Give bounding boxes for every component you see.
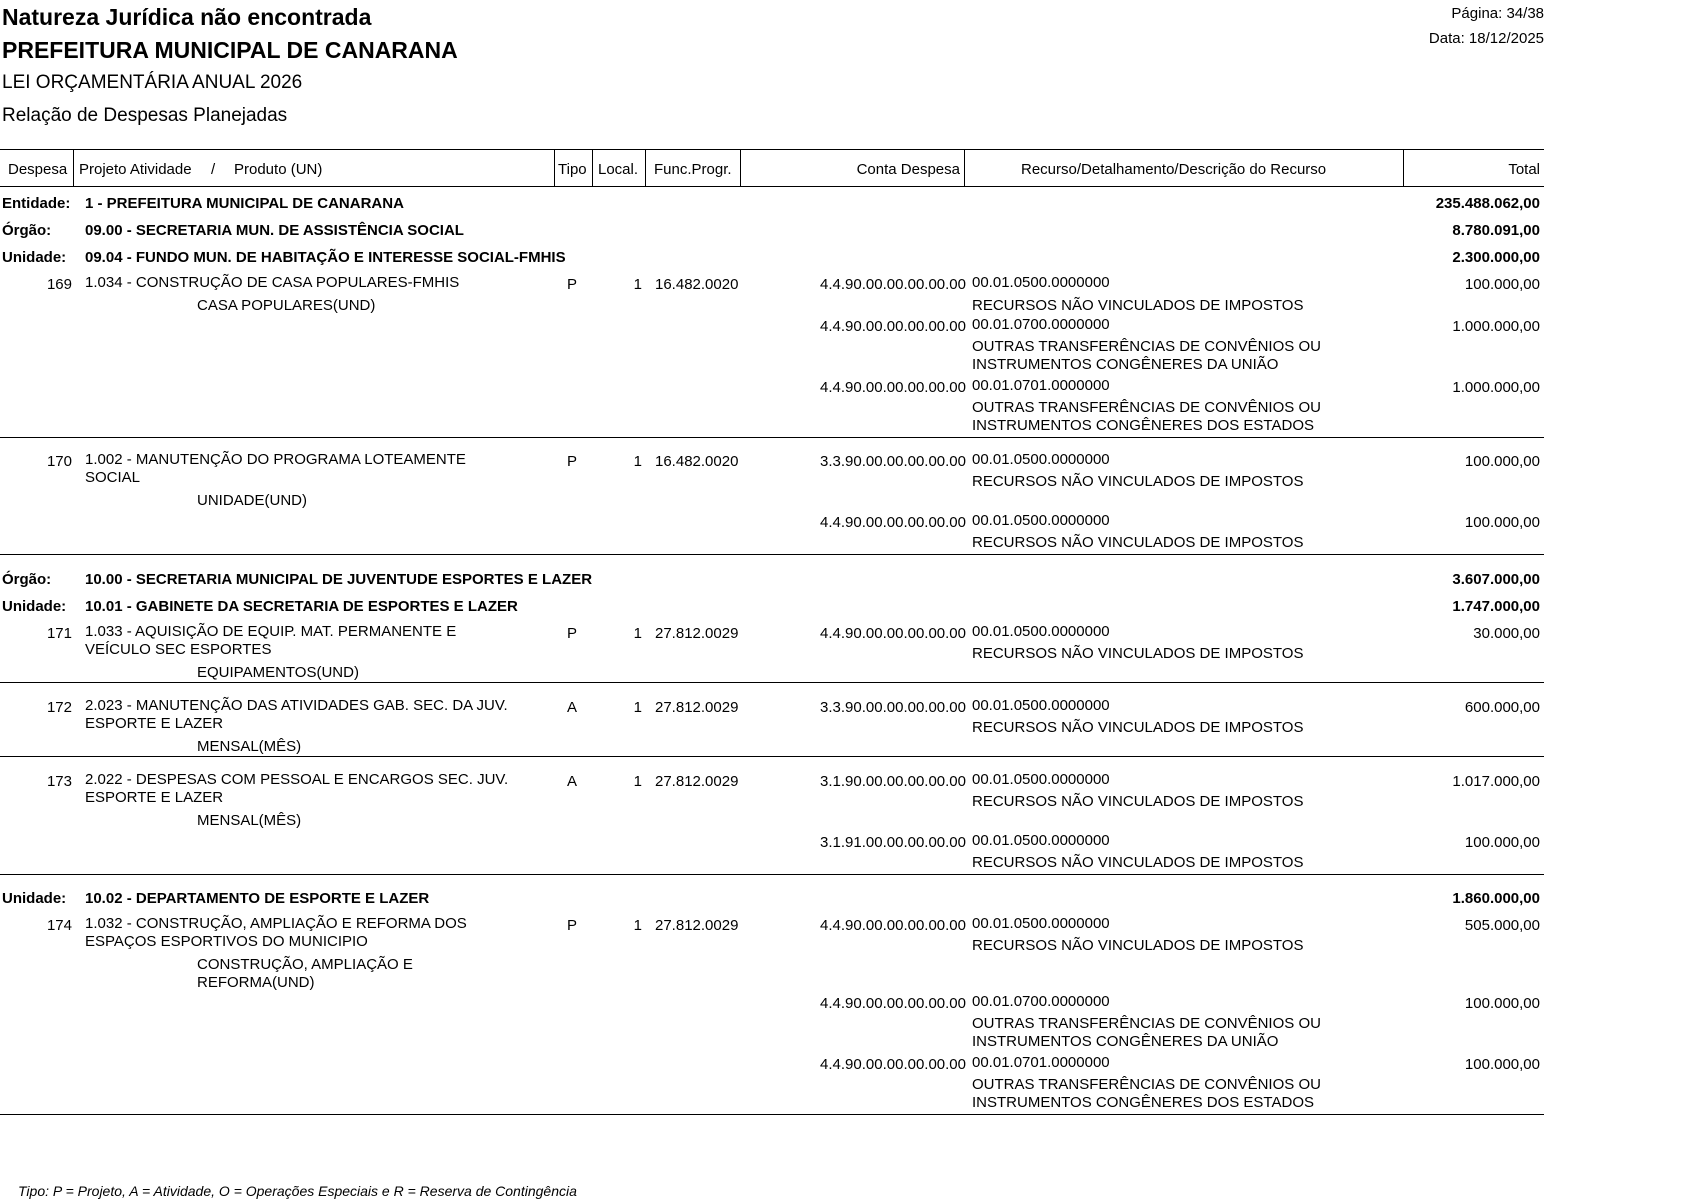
report-title: Relação de Despesas Planejadas [2,105,288,126]
item-total: 600.000,00 [1464,699,1540,716]
despesa-number: 171 [46,625,72,642]
orgao-name: 09.00 - SECRETARIA MUN. DE ASSISTÊNCIA SOCIAL [85,222,464,239]
despesa-number: 172 [46,699,72,716]
local: 1 [633,625,642,642]
page-number: Página: 34/38 [1451,5,1544,22]
row-separator [0,682,1544,683]
conta-despesa: 4.4.90.00.00.00.00.00 [820,379,966,396]
recurso-description: RECURSOS NÃO VINCULADOS DE IMPOSTOS [972,719,1304,736]
recurso-description: INSTRUMENTOS CONGÊNERES DA UNIÃO [972,356,1279,373]
row-separator [0,1114,1544,1115]
despesa-number: 170 [46,453,72,470]
recurso-code: 00.01.0500.0000000 [972,771,1110,788]
projeto-atividade: 1.033 - AQUISIÇÃO DE EQUIP. MAT. PERMANENTE E [85,623,457,640]
projeto-atividade: SOCIAL [85,469,141,486]
conta-despesa: 4.4.90.00.00.00.00.00 [820,318,966,335]
entidade-name: 1 - PREFEITURA MUNICIPAL DE CANARANA [85,195,404,212]
recurso-description: OUTRAS TRANSFERÊNCIAS DE CONVÊNIOS OU [972,399,1321,416]
local: 1 [633,773,642,790]
unidade-total: 2.300.000,00 [1452,249,1540,266]
unidade-total: 1.860.000,00 [1452,890,1540,907]
recurso-code: 00.01.0500.0000000 [972,697,1110,714]
local: 1 [633,453,642,470]
func-progr: 27.812.0029 [655,773,739,790]
conta-despesa: 3.3.90.00.00.00.00.00 [820,453,966,470]
column-divider [592,150,593,187]
projeto-atividade: 1.002 - MANUTENÇÃO DO PROGRAMA LOTEAMENTE [85,451,466,468]
row-separator [0,756,1544,757]
recurso-code: 00.01.0701.0000000 [972,377,1110,394]
recurso-code: 00.01.0500.0000000 [972,832,1110,849]
tipo: P [567,453,578,470]
orgao-total: 8.780.091,00 [1452,222,1540,239]
header-bottom-rule [0,186,1544,187]
despesa-number: 174 [46,917,72,934]
conta-despesa: 4.4.90.00.00.00.00.00 [820,625,966,642]
column-divider [964,150,965,187]
column-header-func: Func.Progr. [654,161,732,178]
orgao-label: Órgão: [2,222,52,239]
column-header-total: Total [1508,161,1540,178]
column-header-recurso: Recurso/Detalhamento/Descrição do Recurso [1021,161,1327,178]
unidade-label: Unidade: [2,249,67,266]
column-header-separator: / [211,161,216,178]
func-progr: 27.812.0029 [655,699,739,716]
item-total: 30.000,00 [1473,625,1540,642]
report-heading: Natureza Jurídica não encontrada [2,4,372,30]
tipo: A [567,773,578,790]
item-total: 100.000,00 [1464,276,1540,293]
produto: MENSAL(MÊS) [197,812,302,829]
header-top-rule [0,149,1544,150]
orgao-label: Órgão: [2,571,52,588]
column-header-produto: Produto (UN) [234,161,323,178]
produto: UNIDADE(UND) [197,492,307,509]
recurso-description: INSTRUMENTOS CONGÊNERES DOS ESTADOS [972,1094,1314,1111]
produto: MENSAL(MÊS) [197,738,302,755]
local: 1 [633,276,642,293]
column-header-tipo: Tipo [558,161,587,178]
column-divider [73,150,74,187]
recurso-description: OUTRAS TRANSFERÊNCIAS DE CONVÊNIOS OU [972,1076,1321,1093]
projeto-atividade: ESPORTE E LAZER [85,789,224,806]
conta-despesa: 4.4.90.00.00.00.00.00 [820,276,966,293]
projeto-atividade: 1.032 - CONSTRUÇÃO, AMPLIAÇÃO E REFORMA DOS [85,915,467,932]
tipo: P [567,625,578,642]
column-divider [554,150,555,187]
column-header-despesa: Despesa [8,161,68,178]
recurso-description: RECURSOS NÃO VINCULADOS DE IMPOSTOS [972,534,1304,551]
conta-despesa: 4.4.90.00.00.00.00.00 [820,995,966,1012]
recurso-description: RECURSOS NÃO VINCULADOS DE IMPOSTOS [972,937,1304,954]
row-separator [0,874,1544,875]
item-total: 1.000.000,00 [1452,318,1540,335]
func-progr: 16.482.0020 [655,453,739,470]
row-separator [0,554,1544,555]
tipo: P [567,917,578,934]
item-total: 1.017.000,00 [1452,773,1540,790]
conta-despesa: 4.4.90.00.00.00.00.00 [820,514,966,531]
recurso-description: INSTRUMENTOS CONGÊNERES DOS ESTADOS [972,417,1314,434]
item-total: 100.000,00 [1464,453,1540,470]
conta-despesa: 3.1.90.00.00.00.00.00 [820,773,966,790]
tipo: P [567,276,578,293]
item-total: 100.000,00 [1464,995,1540,1012]
column-divider [645,150,646,187]
conta-despesa: 3.3.90.00.00.00.00.00 [820,699,966,716]
despesa-number: 169 [46,276,72,293]
recurso-code: 00.01.0500.0000000 [972,451,1110,468]
unidade-label: Unidade: [2,598,67,615]
local: 1 [633,917,642,934]
unidade-name: 10.02 - DEPARTAMENTO DE ESPORTE E LAZER [85,890,430,907]
recurso-description: RECURSOS NÃO VINCULADOS DE IMPOSTOS [972,297,1304,314]
recurso-description: RECURSOS NÃO VINCULADOS DE IMPOSTOS [972,645,1304,662]
unidade-total: 1.747.000,00 [1452,598,1540,615]
func-progr: 27.812.0029 [655,625,739,642]
recurso-code: 00.01.0500.0000000 [972,274,1110,291]
report-date: Data: 18/12/2025 [1428,30,1544,47]
item-total: 100.000,00 [1464,1056,1540,1073]
conta-despesa: 4.4.90.00.00.00.00.00 [820,917,966,934]
recurso-code: 00.01.0500.0000000 [972,623,1110,640]
recurso-code: 00.01.0700.0000000 [972,993,1110,1010]
produto: CONSTRUÇÃO, AMPLIAÇÃO E [197,956,413,973]
entidade-total: 235.488.062,00 [1435,195,1540,212]
column-divider [740,150,741,187]
row-separator [0,437,1544,438]
recurso-code: 00.01.0701.0000000 [972,1054,1110,1071]
produto: CASA POPULARES(UND) [197,297,376,314]
column-header-local: Local. [598,161,639,178]
entidade-label: Entidade: [2,195,71,212]
item-total: 505.000,00 [1464,917,1540,934]
projeto-atividade: VEÍCULO SEC ESPORTES [85,641,272,658]
unidade-name: 10.01 - GABINETE DA SECRETARIA DE ESPORTES E LAZER [85,598,518,615]
orgao-name: 10.00 - SECRETARIA MUNICIPAL DE JUVENTUDE ESPORTES E LAZER [85,571,593,588]
recurso-description: RECURSOS NÃO VINCULADOS DE IMPOSTOS [972,854,1304,871]
item-total: 100.000,00 [1464,834,1540,851]
column-header-conta: Conta Despesa [856,161,960,178]
func-progr: 27.812.0029 [655,917,739,934]
recurso-description: RECURSOS NÃO VINCULADOS DE IMPOSTOS [972,793,1304,810]
recurso-description: OUTRAS TRANSFERÊNCIAS DE CONVÊNIOS OU [972,338,1321,355]
recurso-description: INSTRUMENTOS CONGÊNERES DA UNIÃO [972,1033,1279,1050]
func-progr: 16.482.0020 [655,276,739,293]
despesa-number: 173 [46,773,72,790]
column-divider [1403,150,1404,187]
item-total: 1.000.000,00 [1452,379,1540,396]
projeto-atividade: 1.034 - CONSTRUÇÃO DE CASA POPULARES-FMHIS [85,274,460,291]
law-title: LEI ORÇAMENTÁRIA ANUAL 2026 [2,72,303,93]
recurso-code: 00.01.0500.0000000 [972,512,1110,529]
recurso-code: 00.01.0700.0000000 [972,316,1110,333]
conta-despesa: 4.4.90.00.00.00.00.00 [820,1056,966,1073]
projeto-atividade: ESPAÇOS ESPORTIVOS DO MUNICIPIO [85,933,368,950]
projeto-atividade: 2.022 - DESPESAS COM PESSOAL E ENCARGOS SEC. JUV. [85,771,509,788]
orgao-total: 3.607.000,00 [1452,571,1540,588]
produto: EQUIPAMENTOS(UND) [197,664,359,681]
unidade-label: Unidade: [2,890,67,907]
tipo: A [567,699,578,716]
organization-name: PREFEITURA MUNICIPAL DE CANARANA [2,37,458,63]
conta-despesa: 3.1.91.00.00.00.00.00 [820,834,966,851]
produto: REFORMA(UND) [197,974,315,991]
local: 1 [633,699,642,716]
footer-legend: Tipo: P = Projeto, A = Atividade, O = Operações Especiais e R = Reserva de Contingência [18,1183,577,1199]
projeto-atividade: ESPORTE E LAZER [85,715,224,732]
unidade-name: 09.04 - FUNDO MUN. DE HABITAÇÃO E INTERESSE SOCIAL-FMHIS [85,249,566,266]
projeto-atividade: 2.023 - MANUTENÇÃO DAS ATIVIDADES GAB. SEC. DA JUV. [85,697,508,714]
column-header-projeto: Projeto Atividade [79,161,192,178]
recurso-code: 00.01.0500.0000000 [972,915,1110,932]
recurso-description: OUTRAS TRANSFERÊNCIAS DE CONVÊNIOS OU [972,1015,1321,1032]
recurso-description: RECURSOS NÃO VINCULADOS DE IMPOSTOS [972,473,1304,490]
item-total: 100.000,00 [1464,514,1540,531]
